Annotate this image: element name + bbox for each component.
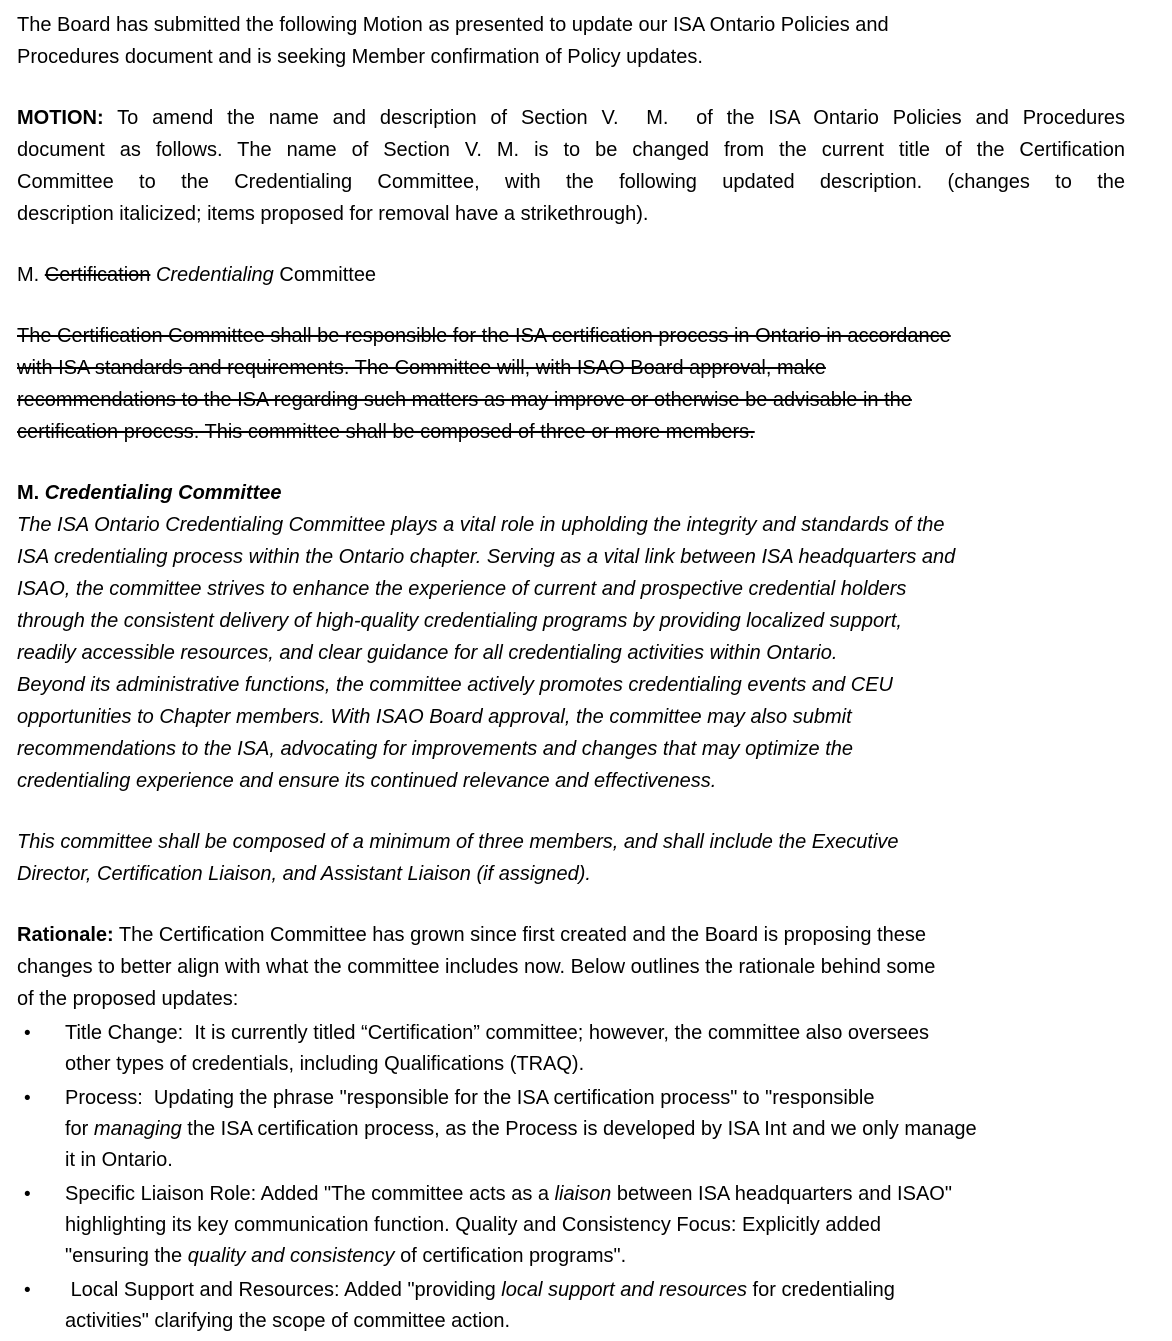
text-run: Committee to the Credentialing Committee, with the following updated description. (changes to the	[17, 171, 1125, 193]
text-run: for credentialing	[746, 1279, 895, 1301]
text-line	[17, 983, 1125, 1015]
bullet-liaison-role-content	[65, 1179, 1125, 1272]
text-run: Director, Certification Liaison, and Assistant Liaison (if assigned).	[17, 863, 591, 885]
text-line	[17, 352, 1125, 384]
text-run: The Board has submitted the following Motion as presented to update our ISA Ontario Policies and	[17, 14, 889, 36]
text-line	[17, 733, 1125, 765]
rationale-paragraph	[17, 919, 1125, 1015]
text-run: with ISA standards and requirements. The Committee will, with ISAO Board approval, make	[17, 357, 826, 379]
text-line	[17, 259, 1125, 291]
text-run: of certification programs".	[394, 1245, 627, 1267]
credentialing-description-paragraph	[17, 509, 1125, 797]
text-run: The ISA Ontario Credentialing Committee plays a vital role in upholding the integrity and standards of the	[17, 514, 945, 536]
text-run: recommendations to the ISA, advocating for improvements and changes that may optimize the	[17, 738, 853, 760]
text-run: recommendations to the ISA regarding such matters as may improve or otherwise be advisable in the	[17, 389, 912, 411]
text-line	[17, 41, 1125, 73]
bullet-local-support	[17, 1275, 1125, 1337]
text-run: other types of credentials, including Qualifications (TRAQ).	[65, 1053, 585, 1075]
text-line	[65, 1241, 1125, 1272]
bullet-marker-icon: •	[24, 1023, 31, 1044]
text-line	[65, 1179, 1125, 1210]
text-run: certification process. This committee shall be composed of three or more members.	[17, 421, 755, 443]
text-line	[65, 1306, 1125, 1337]
text-line	[65, 1210, 1125, 1241]
text-run: between ISA headquarters and ISAO"	[611, 1183, 952, 1205]
bullet-marker-icon: •	[24, 1088, 31, 1109]
text-run: Credentialing Committee	[44, 482, 282, 504]
text-run: of the proposed updates:	[17, 988, 239, 1010]
text-run: Committee	[273, 264, 377, 286]
text-run: it in Ontario.	[65, 1149, 173, 1171]
text-line	[17, 477, 1125, 509]
text-line	[65, 1018, 1125, 1049]
text-run: Procedures document and is seeking Member confirmation of Policy updates.	[17, 46, 703, 68]
text-line	[17, 416, 1125, 448]
text-run: The Certification Committee has grown since first created and the Board is proposing these	[113, 924, 926, 946]
text-run: MOTION:	[17, 107, 104, 129]
bullet-local-support-content	[65, 1275, 1125, 1337]
text-line	[65, 1049, 1125, 1080]
text-run: Local Support and Resources: Added "providing	[65, 1279, 502, 1301]
text-run: To amend the name and description of Section V. M. of the ISA Ontario Policies and Procedures	[103, 107, 1125, 129]
text-line	[17, 637, 1125, 669]
bullet-marker-icon: •	[24, 1280, 31, 1301]
bullet-process	[17, 1083, 1125, 1176]
text-run: Specific Liaison Role: Added "The committee acts as a	[65, 1183, 555, 1205]
text-run: document as follows. The name of Section V. M. is to be changed from the current title of the Certification	[17, 139, 1125, 161]
text-run: readily accessible resources, and clear guidance for all credentialing activities within Ontario.	[17, 642, 838, 664]
intro-paragraph	[17, 9, 1125, 73]
text-run: Rationale:	[17, 924, 114, 946]
text-run: changes to better align with what the committee includes now. Below outlines the rationale behind some	[17, 956, 936, 978]
text-line	[17, 320, 1125, 352]
text-line	[17, 102, 1125, 134]
text-run: through the consistent delivery of high-quality credentialing programs by providing localized support,	[17, 610, 902, 632]
section-m-title-line	[17, 259, 1125, 291]
text-run: the ISA certification process, as the Process is developed by ISA Int and we only manage	[181, 1118, 977, 1140]
text-run: for	[65, 1118, 94, 1140]
text-run: Process: Updating the phrase "responsible for the ISA certification process" to "responsible	[65, 1087, 875, 1109]
text-line	[17, 384, 1125, 416]
bullet-liaison-role	[17, 1179, 1125, 1272]
text-line	[65, 1275, 1125, 1306]
text-run: Beyond its administrative functions, the committee actively promotes credentialing events and CEU	[17, 674, 893, 696]
text-line	[17, 541, 1125, 573]
bullet-title-change	[17, 1018, 1125, 1080]
text-line	[17, 858, 1125, 890]
text-line	[17, 509, 1125, 541]
text-run: Title Change: It is currently titled “Certification” committee; however, the committee also oversees	[65, 1022, 930, 1044]
text-line	[17, 765, 1125, 797]
text-run: managing	[93, 1118, 182, 1140]
text-line	[17, 9, 1125, 41]
text-run: Certification	[44, 264, 151, 286]
bullet-marker-icon: •	[24, 1184, 31, 1205]
text-line	[17, 826, 1125, 858]
text-line	[17, 919, 1125, 951]
text-run: This committee shall be composed of a minimum of three members, and shall include the Executive	[17, 831, 899, 853]
text-run: quality and consistency	[187, 1245, 395, 1267]
text-line	[17, 951, 1125, 983]
text-line	[17, 669, 1125, 701]
text-run: The Certification Committee shall be responsible for the ISA certification process in Ontario in accordance	[17, 325, 951, 347]
removed-description-paragraph	[17, 320, 1125, 448]
text-run: activities" clarifying the scope of committee action.	[65, 1310, 511, 1332]
text-line	[17, 166, 1125, 198]
text-run: description italicized; items proposed for removal have a strikethrough).	[17, 203, 649, 225]
credentialing-heading	[17, 477, 1125, 509]
text-run: local support and resources	[501, 1279, 747, 1301]
text-run: ISA credentialing process within the Ontario chapter. Serving as a vital link between ISA headquarters and	[17, 546, 956, 568]
text-line	[17, 701, 1125, 733]
text-run: ISAO, the committee strives to enhance the experience of current and prospective credential holders	[17, 578, 907, 600]
text-run: "ensuring the	[65, 1245, 188, 1267]
text-run: liaison	[554, 1183, 612, 1205]
text-line	[65, 1114, 1125, 1145]
text-run: M.	[17, 264, 45, 286]
text-run: opportunities to Chapter members. With ISAO Board approval, the committee may also submit	[17, 706, 852, 728]
composition-paragraph	[17, 826, 1125, 890]
bullet-title-change-content	[65, 1018, 1125, 1080]
text-line	[17, 573, 1125, 605]
text-line	[17, 605, 1125, 637]
text-run: M.	[17, 482, 45, 504]
text-line	[17, 134, 1125, 166]
text-line	[17, 198, 1125, 230]
text-line	[65, 1145, 1125, 1176]
motion-paragraph	[17, 102, 1125, 230]
bullet-process-content	[65, 1083, 1125, 1176]
text-run: Credentialing	[155, 264, 274, 286]
text-line	[65, 1083, 1125, 1114]
text-run: highlighting its key communication function. Quality and Consistency Focus: Explicitly added	[65, 1214, 881, 1236]
text-run: credentialing experience and ensure its continued relevance and effectiveness.	[17, 770, 717, 792]
